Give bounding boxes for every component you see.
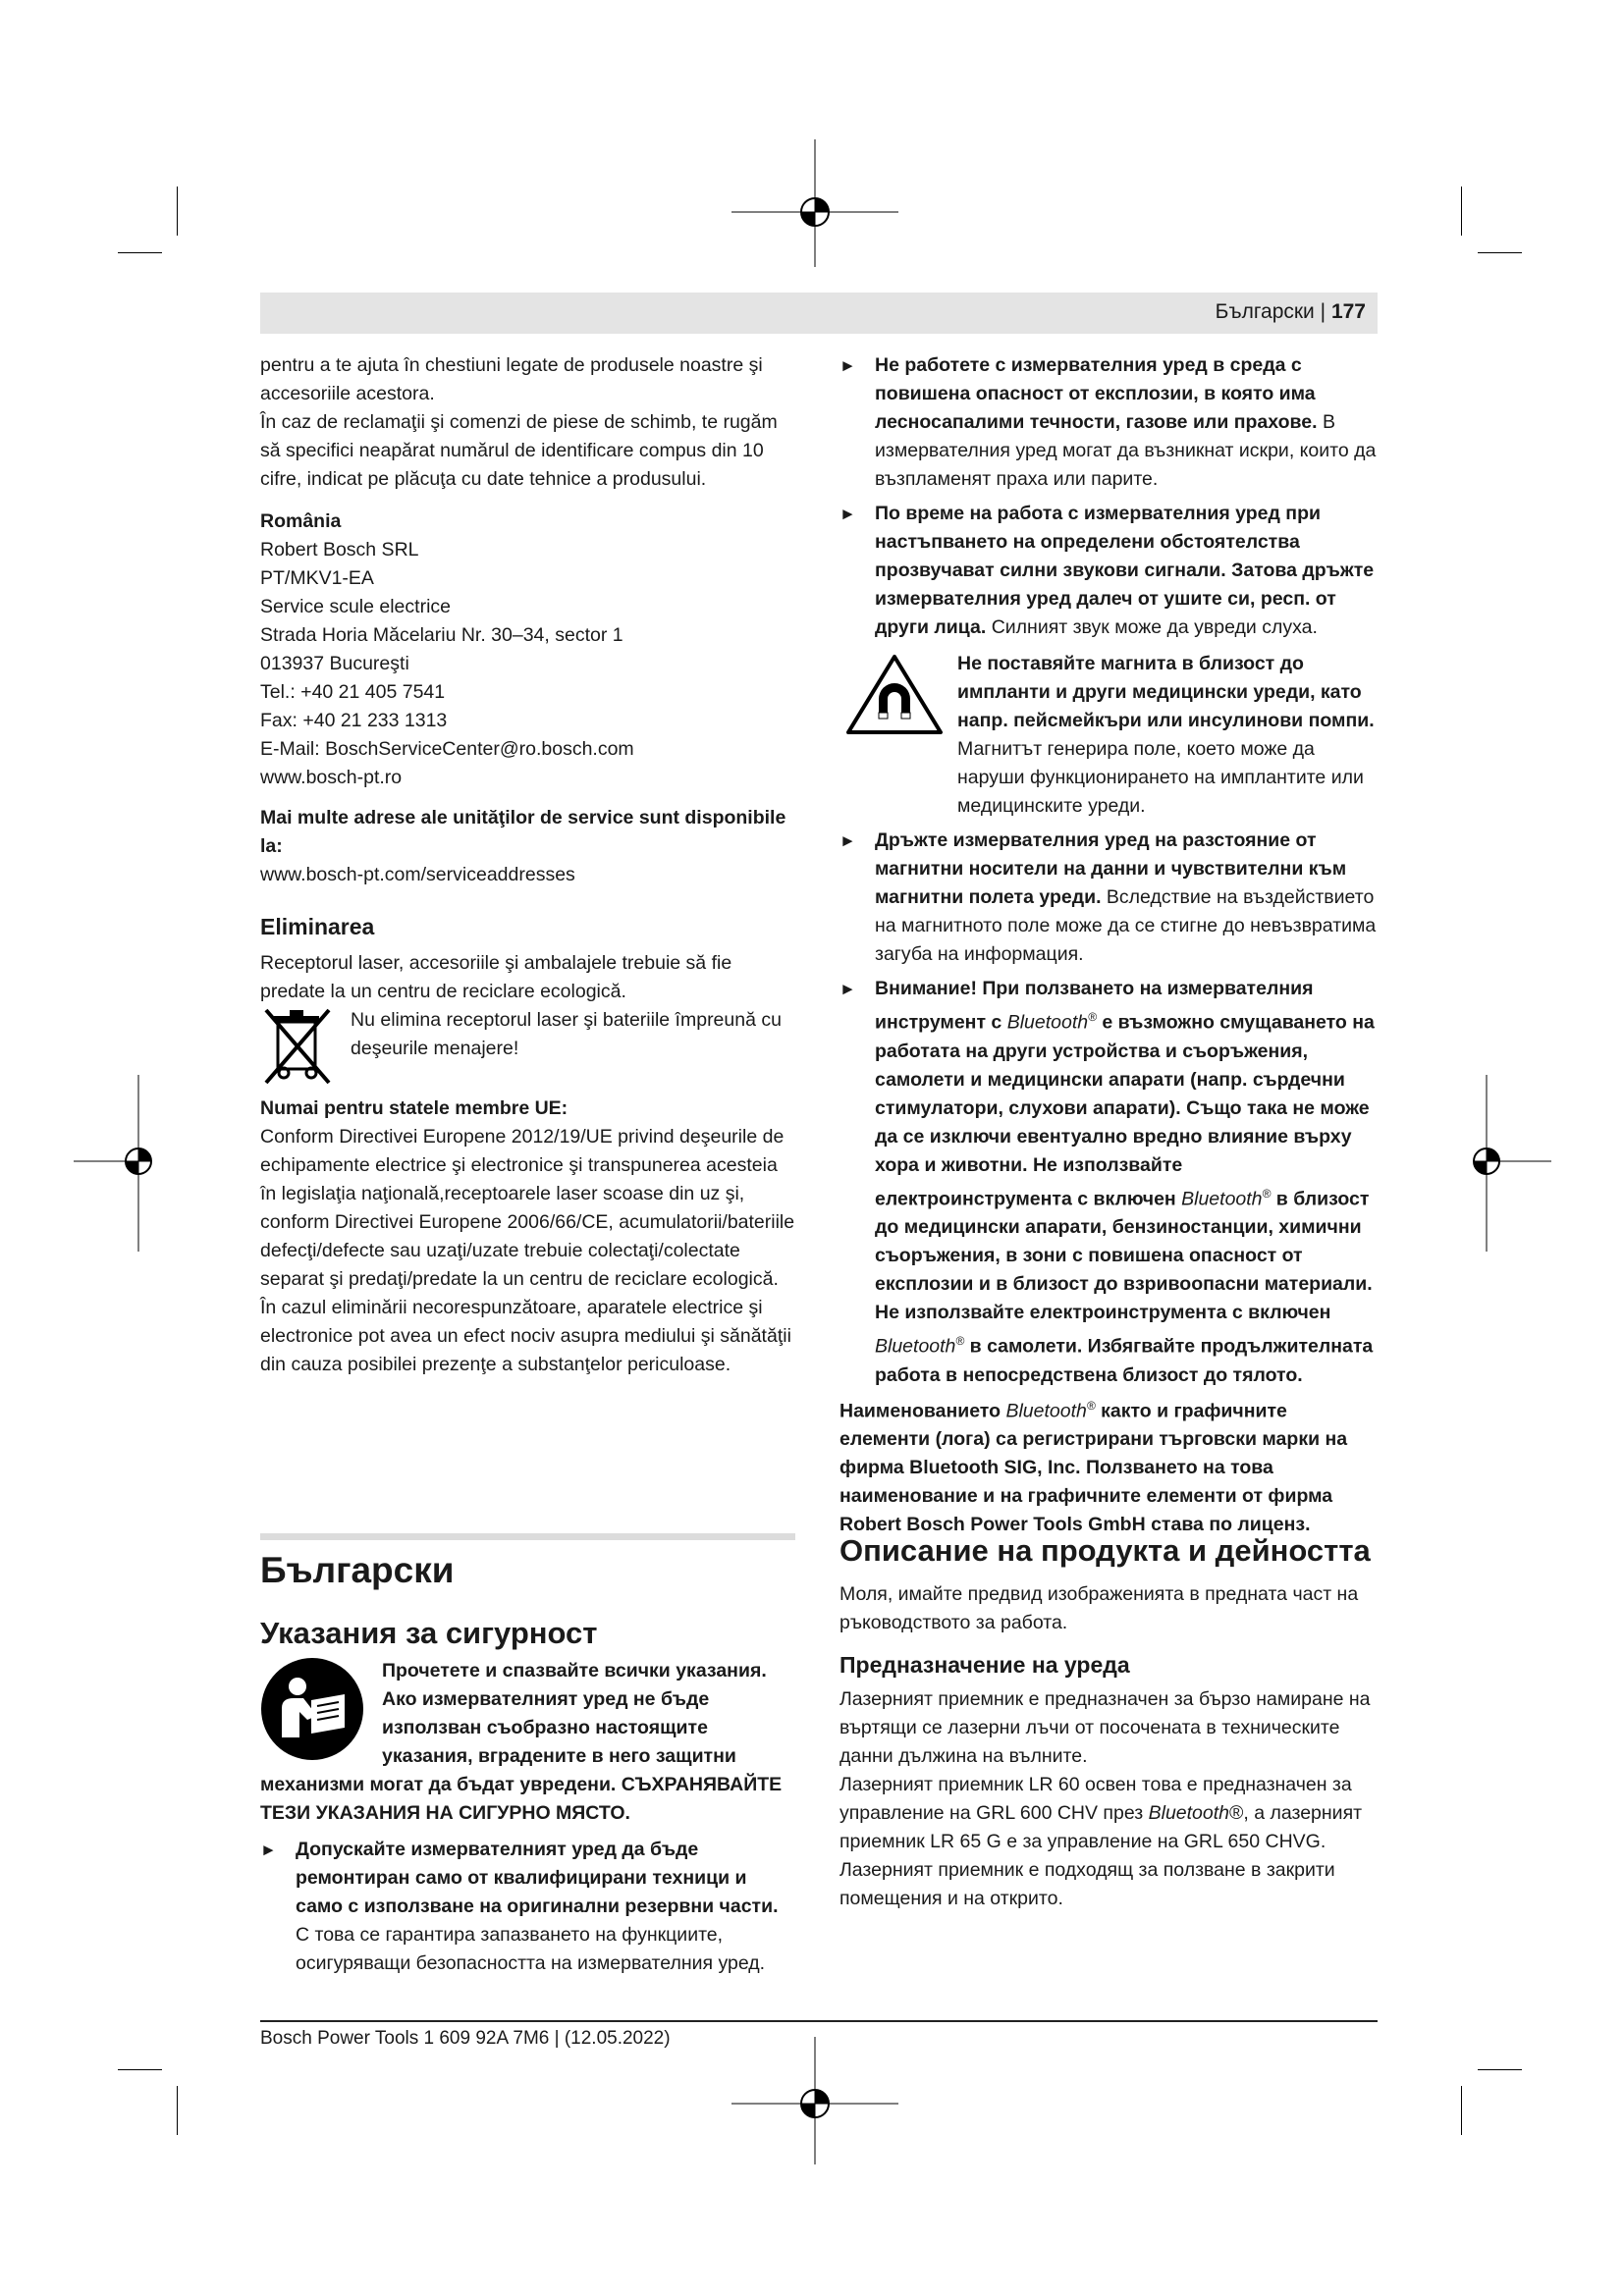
bullet-text: Внимание! При ползването на измервателния инструмент с (875, 978, 1314, 1034)
section-divider (260, 1533, 795, 1540)
header-language: Български (1215, 300, 1315, 323)
trademark-text: Наименованието (839, 1400, 1006, 1421)
purpose-heading: Предназначение на уреда (839, 1652, 1130, 1678)
bullet-bold: Допускайте измервателният уред да бъде ремонтиран само от квалифицирани техници и само с използване на оригинални резервни части. (296, 1839, 779, 1917)
crop-mark (1461, 2086, 1462, 2135)
registered-mark: ® (955, 1334, 965, 1348)
intro-paragraph: În caz de reclamaţii şi comenzi de piese de schimb, te rugăm să specifici neapărat numărul de identificare compus din 10 cifre, indicat pe plăcuţa cu date tehnice a produsului. (260, 411, 778, 490)
registration-mark-icon (1473, 1075, 1551, 1252)
bluetooth-mark: Bluetooth (1005, 1400, 1087, 1421)
registration-mark-icon (731, 139, 898, 267)
disposal-text: Receptorul laser, accesoriile şi ambalajele trebuie să fie predate la un centru de reciclare ecologică. (260, 952, 732, 1002)
more-addresses-heading: Mai multe adrese ale unităţilor de service sunt disponibile la: (260, 807, 786, 857)
left-column (260, 351, 795, 1379)
address-line: 013937 Bucureşti (260, 653, 409, 674)
header-text (1216, 300, 1378, 324)
page-footer: Bosch Power Tools 1 609 92A 7M6 | (12.05.2022) (260, 2028, 671, 2049)
registered-mark: ® (1088, 1010, 1097, 1024)
magnet-warning-text: Магнитът генерира поле, което може да наруши функционирането на имплантите или медицинските уреди. (957, 738, 1364, 817)
crop-mark (118, 2069, 162, 2070)
bullet-text: е възможно смущаването на работата на други устройства и съоръжения, самолети и медицински апарати (напр. сърдечни стимулатори, слухови апарати). Също така не може да се изключи евентуално вредно влияние върху хора и животни. Не използвайте електроинструмента с включен (875, 1011, 1375, 1209)
registration-mark-icon (74, 1075, 152, 1252)
crop-mark (1478, 252, 1522, 253)
crop-mark (177, 2086, 178, 2135)
crop-mark (1461, 187, 1462, 236)
eu-text: În cazul eliminării necorespunzătoare, aparatele electrice şi electronice pot avea un efect nociv asupra mediului şi sănătăţii din cauza posibilei prezenţe a substanţelor periculoase. (260, 1297, 791, 1375)
safety-bullet (839, 500, 1378, 642)
product-title: Описание на продукта и дейността (839, 1533, 1371, 1568)
bullet-bold: Дръжте измервателния уред на разстояние от магнитни носители на данни и чувствителни към магнитни полета уреди. (875, 829, 1347, 908)
page-number: 177 (1330, 300, 1366, 323)
bullet-arrow-icon: ► (839, 831, 856, 850)
address-line: Fax: +40 21 233 1313 (260, 710, 448, 731)
registered-mark: ® (1262, 1186, 1272, 1201)
bullet-arrow-icon: ► (839, 980, 856, 998)
magnet-warning (957, 650, 1378, 821)
address-line: Robert Bosch SRL (260, 539, 419, 561)
bullet-arrow-icon: ► (839, 505, 856, 523)
more-addresses-link[interactable]: www.bosch-pt.com/serviceaddresses (260, 864, 575, 885)
safety-bullet (839, 975, 1378, 1390)
address-line: Strada Horia Măcelariu Nr. 30–34, sector 1 (260, 624, 623, 646)
crop-mark (118, 252, 162, 253)
bluetooth-mark: Bluetooth (875, 1335, 956, 1358)
purpose-text (839, 1771, 1378, 1856)
purpose-text: Лазерният приемник е подходящ за ползване в закрити помещения и на открито. (839, 1859, 1335, 1909)
right-column (839, 351, 1378, 1539)
address-line: E-Mail: BoschServiceCenter@ro.bosch.com (260, 738, 634, 760)
safety-intro: Прочетете и спазвайте всички указания. Ако измервателният уред не бъде използван съобразно настоящите указания, вградените в него защитни механизми могат да бъдат увредени. СЪХРАНЯВАЙТЕ ТЕЗИ УКАЗАНИЯ НА СИГУРНО МЯСТО. (260, 1660, 783, 1824)
bullet-bold: По време на работа с измервателния уред при настъпването на определени обстоятелства прозвучават силни звукови сигнали. Затова дръжте измервателния уред далеч от ушите си, респ. от други лица. (875, 503, 1375, 638)
romania-heading: România (260, 510, 342, 532)
safety-bullet (839, 351, 1378, 494)
disposal-heading: Eliminarea (260, 914, 375, 939)
trademark-text: както и графичните елементи (лога) са регистрирани търговски марки на фирма Bluetooth SIG, Inc. Ползването на това наименование и на графичните елементи от фирма Robert Bosch Power Tools GmbH става по лиценз. (839, 1400, 1348, 1535)
trademark-notice (839, 1392, 1378, 1540)
purpose-text: Лазерният приемник е предназначен за бързо намиране на въртящи се лазерни лъчи от посочената в техническите данни дължина на вълните. (839, 1688, 1371, 1767)
safety-title: Указания за сигурност (260, 1616, 598, 1650)
purpose-text-part: Лазерният приемник LR 60 освен това е предназначен за управление на GRL 600 CHV през (839, 1774, 1352, 1824)
bullet-arrow-icon: ► (260, 1841, 277, 1859)
header-separator: | (1320, 300, 1326, 323)
read-manual-icon (260, 1657, 368, 1765)
disposal-warning: Nu elimina receptorul laser şi bateriile împreună cu deşeurile menajere! (351, 1009, 782, 1059)
address-line: Service scule electrice (260, 596, 451, 617)
address-line: PT/MKV1-EA (260, 567, 374, 589)
language-title: Български (260, 1550, 455, 1590)
intro-paragraph: pentru a te ajuta în chestiuni legate de produsele noastre şi accesoriile acestora. (260, 354, 763, 404)
eu-heading: Numai pentru statele membre UE: (260, 1097, 568, 1119)
address-line: Tel.: +40 21 405 7541 (260, 681, 446, 703)
bullet-text: С това се гарантира запазването на функциите, осигуряващи безопасността на измервателния уред. (296, 1924, 766, 1974)
crop-mark (1478, 2069, 1522, 2070)
magnet-warning-icon (845, 654, 944, 736)
bulgarian-section (260, 1549, 795, 1978)
address-line: www.bosch-pt.ro (260, 767, 403, 788)
registration-mark-icon (731, 2037, 898, 2164)
bluetooth-mark: Bluetooth (1148, 1802, 1230, 1824)
bluetooth-mark: Bluetooth (1181, 1188, 1263, 1209)
bullet-text: Вследствие на въздействието на магнитното поле може да се стигне до невъзвратима загуба на информация. (875, 886, 1377, 965)
bullet-bold: Не работете с измервателния уред в среда с повишена опасност от експлозии, в която има лесносапалими течности, газове или прахове. (875, 354, 1318, 433)
bluetooth-mark: Bluetooth (1006, 1011, 1089, 1034)
bullet-text: в близост до медицински апарати, бензиностанции, химични съоръжения, в зони с повишена опасност от експлозии и в близост до взривоопасни материали. Не използвайте електроинструмента с включен (875, 1188, 1373, 1323)
page-header (260, 293, 1378, 334)
bullet-text: В измервателния уред могат да възникнат искри, които да възпламенят праха или парите. (875, 411, 1377, 490)
registered-mark: ® (1229, 1802, 1244, 1824)
eu-text: Conform Directivei Europene 2012/19/UE privind deşeurile de echipamente electrice şi electronice şi transpunerea acesteia în legislaţia naţională,receptoarele laser scoase din uz şi, conform Directivei Europene 2006/66/CE, acumulatorii/bateriile defecţi/defecte sau uzaţi/uzate trebuie colectaţi/colectate separat şi predaţi/predate la un centru de reciclare ecologică. (260, 1126, 795, 1290)
bullet-text: Силният звук може да увреди слуха. (986, 616, 1318, 638)
safety-bullet (260, 1836, 795, 1978)
bullet-text: в самолети. Избягвайте продължителната работа в непосредствена близост до тялото. (875, 1335, 1374, 1386)
crossed-bin-icon (260, 1006, 337, 1085)
address-block (260, 536, 795, 792)
bullet-arrow-icon: ► (839, 356, 856, 375)
registered-mark: ® (1086, 1398, 1096, 1413)
product-section (839, 1531, 1378, 1913)
safety-bullet (839, 827, 1378, 969)
footer-rule (260, 2020, 1378, 2022)
magnet-warning-bold: Не поставяйте магнита в близост до импланти и други медицински уреди, като напр. пейсмейкъри или инсулинови помпи. (957, 653, 1375, 731)
product-intro: Моля, имайте предвид изображенията в предната част на ръководството за работа. (839, 1583, 1359, 1633)
crop-mark (177, 187, 178, 236)
purpose-text-part: , а лазерният приемник LR 65 G е за управление на GRL 650 CHVG. (839, 1802, 1363, 1852)
